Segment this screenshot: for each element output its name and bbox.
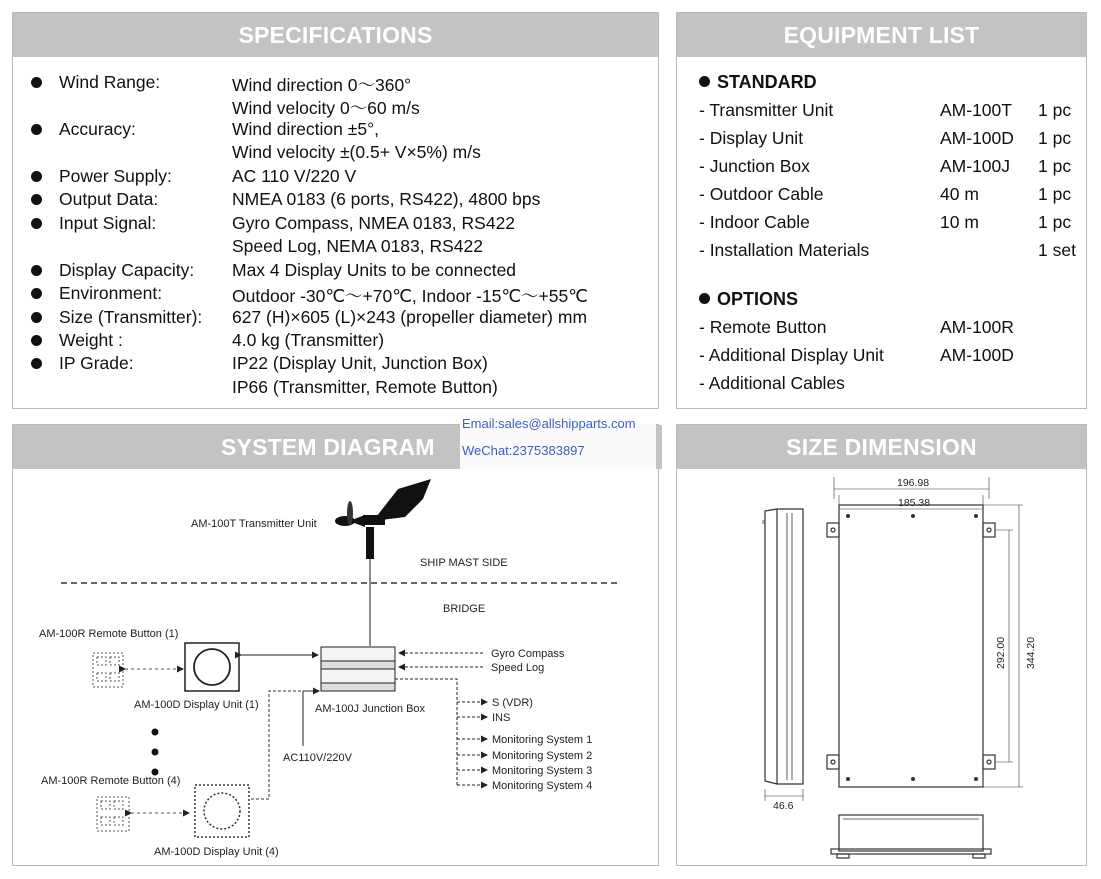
equipment-row <box>699 128 1086 152</box>
spec-value: AC 110 V/220 V <box>232 165 357 186</box>
equipment-model: AM-100J <box>940 156 1011 176</box>
spec-label: Input Signal: <box>59 212 157 233</box>
spec-value: Wind direction ±5°, <box>232 118 379 139</box>
watermark-wechat: WeChat:2375383897 <box>462 443 585 458</box>
depth-dimension: 46.6 <box>773 800 794 812</box>
output-monitoring-1: Monitoring System 1 <box>492 734 593 746</box>
system-diagram-panel <box>12 416 659 866</box>
output-monitoring-3: Monitoring System 3 <box>492 765 593 777</box>
display-unit-4-label: AM-100D Display Unit (4) <box>154 846 279 858</box>
equipment-qty: 1 set <box>1038 240 1076 260</box>
equipment-row <box>699 184 1086 208</box>
spec-value: IP22 (Display Unit, Junction Box) <box>232 353 488 374</box>
spec-value: Max 4 Display Units to be connected <box>232 259 517 280</box>
specifications-title: SPECIFICATIONS <box>13 13 658 57</box>
equipment-row <box>699 212 1086 236</box>
remote-button-4-icon <box>97 797 129 831</box>
spec-row <box>13 213 658 236</box>
display-unit-1-label: AM-100D Display Unit (1) <box>134 699 259 711</box>
equipment-name: - Outdoor Cable <box>699 184 824 204</box>
equipment-name: - Remote Button <box>699 317 827 337</box>
outer-height-dimension: 344.20 <box>1025 636 1037 669</box>
spec-row <box>13 236 658 259</box>
size-dimension-drawing <box>677 469 1086 865</box>
spec-row <box>13 330 658 353</box>
inner-height-dimension: 292.00 <box>995 636 1007 669</box>
outer-width-dimension: 196.98 <box>897 477 930 489</box>
equipment-qty: 1 pc <box>1038 100 1072 120</box>
equipment-name: - Installation Materials <box>699 240 870 260</box>
system-diagram-drawing <box>13 469 658 865</box>
spec-row <box>13 260 658 283</box>
size-dimension-panel <box>676 424 1087 866</box>
equipment-row <box>699 100 1086 124</box>
spec-row <box>13 377 658 400</box>
equipment-name: - Additional Display Unit <box>699 345 884 365</box>
spec-label: Size (Transmitter): <box>59 306 203 327</box>
equipment-model: AM-100D <box>940 345 1014 365</box>
system-diagram-title: SYSTEM DIAGRAM <box>13 425 658 469</box>
spec-label: Output Data: <box>59 189 159 210</box>
spec-value: IP66 (Transmitter, Remote Button) <box>232 376 498 397</box>
equipment-list-title: EQUIPMENT LIST <box>677 13 1086 57</box>
spec-row <box>13 189 658 212</box>
spec-value: Gyro Compass, NMEA 0183, RS422 <box>232 212 516 233</box>
contact-watermark <box>460 413 656 469</box>
input-gyro-compass: Gyro Compass <box>491 648 565 660</box>
equipment-list-panel <box>676 12 1087 409</box>
spec-value: NMEA 0183 (6 ports, RS422), 4800 bps <box>232 189 541 210</box>
equipment-name: - Additional Cables <box>699 373 845 393</box>
spec-label: Wind Range: <box>59 72 161 92</box>
power-supply-label: AC110V/220V <box>283 752 352 764</box>
junction-box-label: AM-100J Junction Box <box>315 703 426 715</box>
spec-row <box>13 353 658 376</box>
equipment-row <box>699 317 1086 341</box>
bullet-icon <box>699 76 710 87</box>
side-view-drawing <box>762 509 803 801</box>
equipment-qty: 1 pc <box>1038 128 1072 148</box>
inner-width-dimension: 185.38 <box>898 497 931 509</box>
bullet-icon <box>31 358 42 369</box>
remote-button-1-icon <box>93 653 123 687</box>
equipment-row <box>699 345 1086 369</box>
spec-row <box>13 142 658 165</box>
remote-button-1-label: AM-100R Remote Button (1) <box>39 628 179 640</box>
remote-button-4-label: AM-100R Remote Button (4) <box>41 775 181 787</box>
spec-label: Environment: <box>59 283 163 304</box>
standard-heading <box>699 72 817 93</box>
output-vdr: S (VDR) <box>492 697 533 709</box>
options-heading <box>699 289 798 310</box>
equipment-model: AM-100R <box>940 317 1014 337</box>
spec-row <box>13 166 658 189</box>
transmitter-unit-icon <box>335 479 431 559</box>
output-monitoring-2: Monitoring System 2 <box>492 750 593 762</box>
spec-value: Wind direction 0～360° <box>232 75 412 95</box>
output-ins: INS <box>492 712 511 724</box>
bullet-icon <box>31 124 42 135</box>
spec-label: Accuracy: <box>59 118 136 139</box>
equipment-model: AM-100D <box>940 128 1014 148</box>
equipment-row <box>699 240 1086 264</box>
equipment-model: 10 m <box>940 212 979 232</box>
equipment-model: 40 m <box>940 184 979 204</box>
junction-box-icon <box>321 647 395 691</box>
spec-row <box>13 119 658 142</box>
spec-row <box>13 72 658 95</box>
specifications-panel <box>12 12 659 409</box>
bullet-icon <box>31 171 42 182</box>
equipment-row <box>699 373 1086 397</box>
equipment-qty: 1 pc <box>1038 184 1072 204</box>
watermark-email: Email:sales@allshipparts.com <box>462 416 636 431</box>
equipment-name: - Transmitter Unit <box>699 100 834 120</box>
bullet-icon <box>699 293 710 304</box>
spec-label: IP Grade: <box>59 353 134 374</box>
bridge-label: BRIDGE <box>443 603 486 615</box>
equipment-name: - Junction Box <box>699 156 810 176</box>
bullet-icon <box>31 312 42 323</box>
equipment-name: - Display Unit <box>699 128 804 148</box>
watermark-bar <box>656 425 662 469</box>
size-dimension-title: SIZE DIMENSION <box>677 425 1086 469</box>
spec-value: Speed Log, NEMA 0183, RS422 <box>232 236 484 257</box>
equipment-name: - Indoor Cable <box>699 212 810 232</box>
ellipsis-dots-icon <box>152 729 159 776</box>
spec-row <box>13 307 658 330</box>
output-monitoring-4: Monitoring System 4 <box>492 780 593 792</box>
ship-mast-side-label: SHIP MAST SIDE <box>420 557 508 569</box>
spec-value: 627 (H)×605 (L)×243 (propeller diameter) mm <box>232 306 588 327</box>
mounting-screws-icon <box>846 514 978 781</box>
spec-label: Power Supply: <box>59 165 172 186</box>
spec-label: Weight : <box>59 329 123 350</box>
equipment-model: AM-100T <box>940 100 1012 120</box>
bullet-icon <box>31 265 42 276</box>
front-view-drawing <box>827 477 1023 787</box>
spec-value: Outdoor -30℃～+70℃, Indoor -15℃～+55℃ <box>232 286 588 307</box>
bullet-icon <box>31 335 42 346</box>
bullet-icon <box>31 288 42 299</box>
spec-row <box>13 95 658 118</box>
spec-row <box>13 283 658 306</box>
spec-value: 4.0 kg (Transmitter) <box>232 329 385 350</box>
bullet-icon <box>31 194 42 205</box>
display-unit-1-icon <box>185 643 239 691</box>
equipment-qty: 1 pc <box>1038 156 1072 176</box>
transmitter-label: AM-100T Transmitter Unit <box>191 518 317 530</box>
bottom-view-drawing <box>831 815 991 858</box>
options-heading-label: OPTIONS <box>717 289 799 309</box>
standard-heading-label: STANDARD <box>717 72 817 92</box>
spec-label: Display Capacity: <box>59 259 195 280</box>
spec-value: Wind velocity ±(0.5+ V×5%) m/s <box>232 142 481 163</box>
input-speed-log: Speed Log <box>491 662 545 674</box>
spec-value: Wind velocity 0～60 m/s <box>232 98 420 119</box>
bullet-icon <box>31 218 42 229</box>
bullet-icon <box>31 77 42 88</box>
equipment-row <box>699 156 1086 180</box>
equipment-qty: 1 pc <box>1038 212 1072 232</box>
display-unit-4-icon <box>195 785 249 837</box>
